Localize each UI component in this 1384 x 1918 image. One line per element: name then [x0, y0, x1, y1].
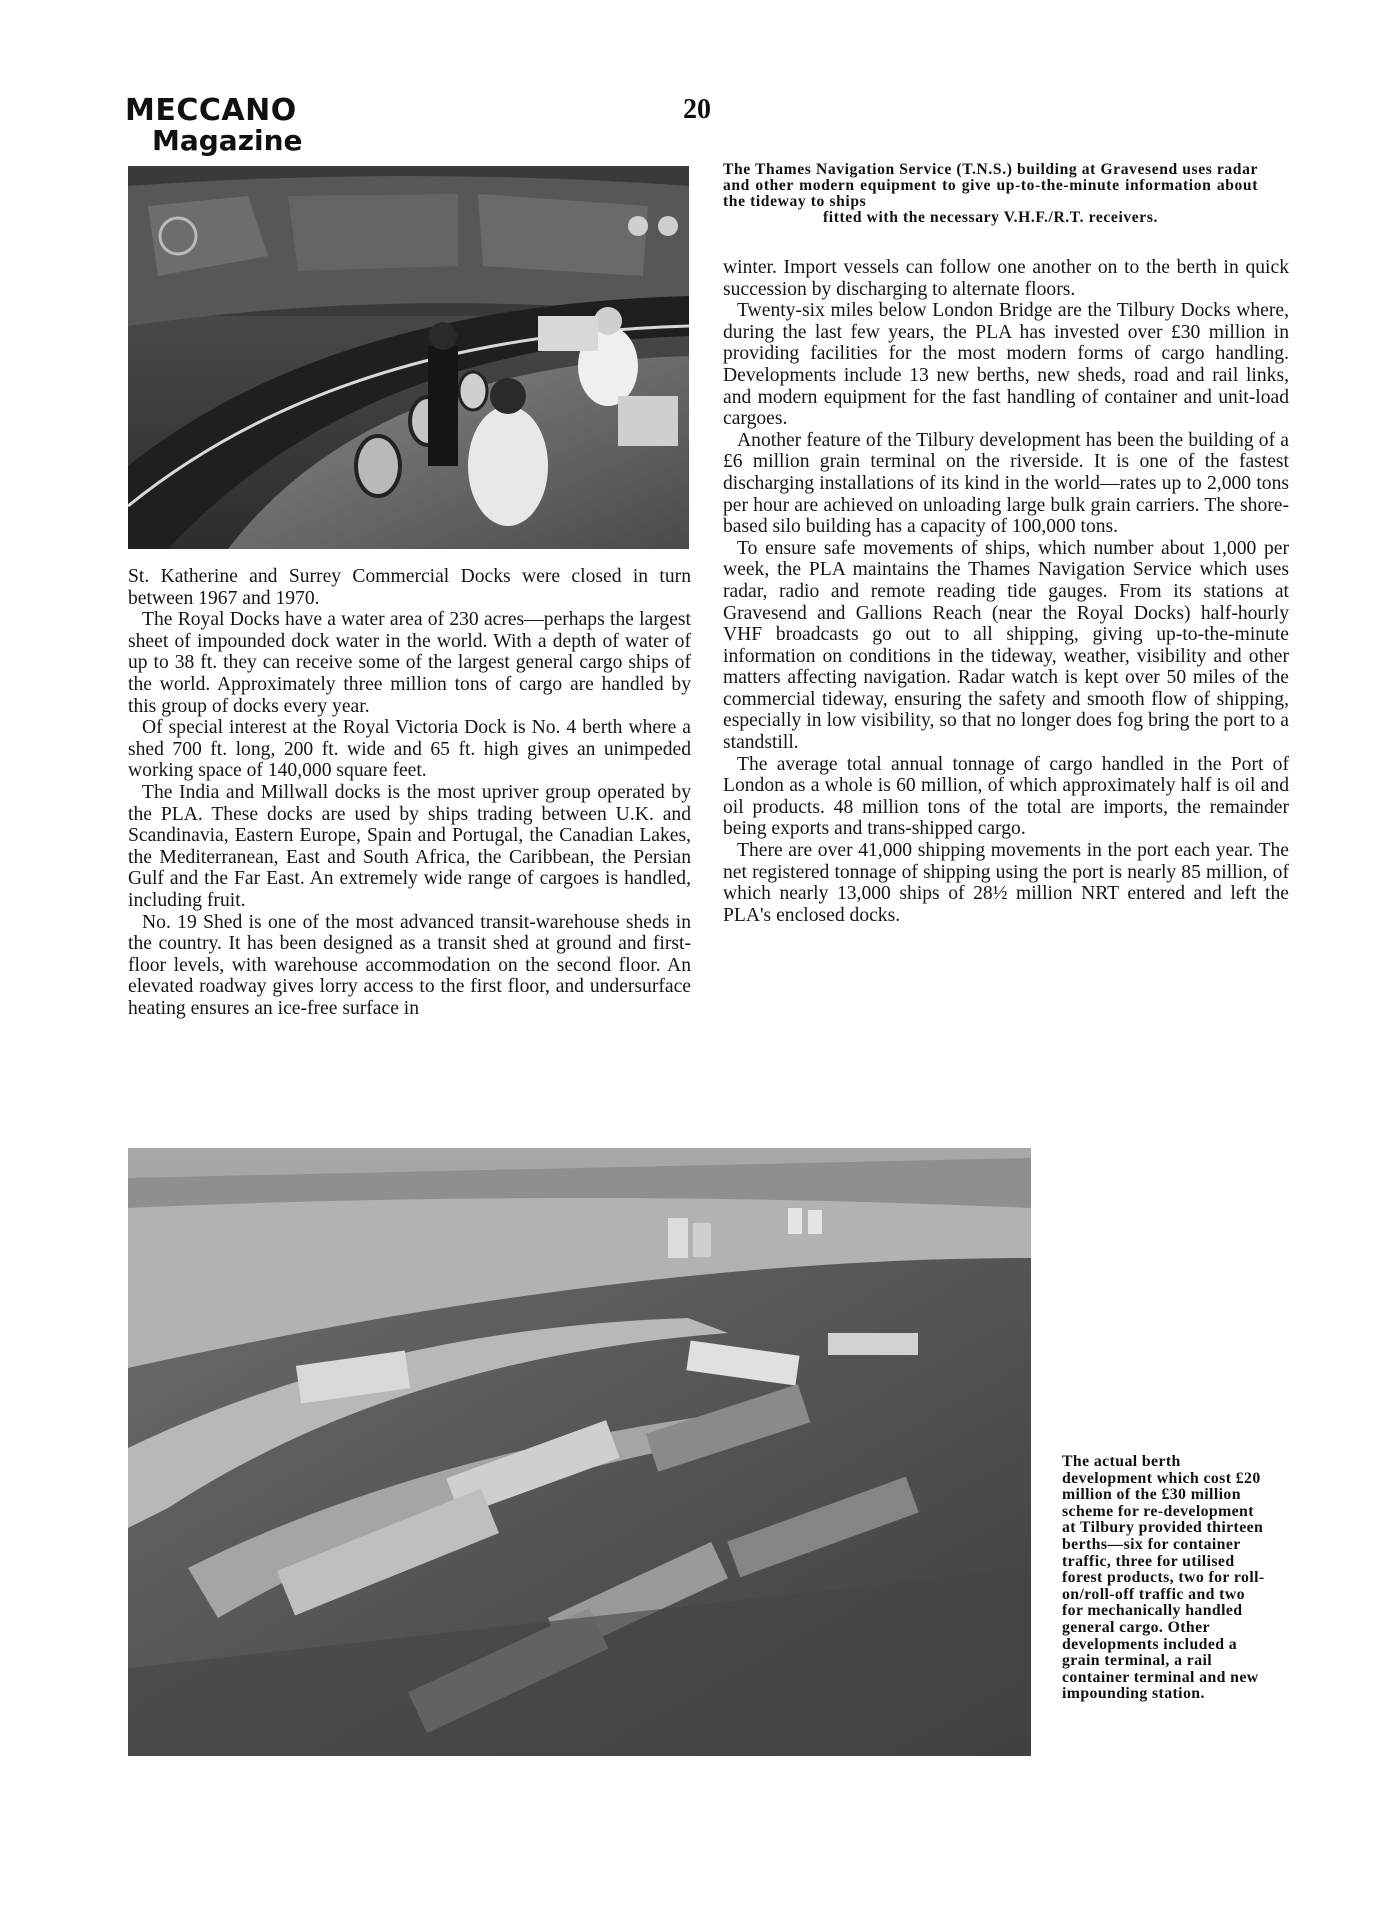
right-column: [723, 257, 1289, 926]
aerial-docks-photo: [128, 1148, 1031, 1756]
paragraph: Of special interest at the Royal Victoria Dock is No. 4 berth where a shed 700 ft. long, 200 ft. wide and 65 ft. high gives an unimpeded working space of 140,000 square feet.: [128, 717, 691, 782]
paragraph: Twenty-six miles below London Bridge are the Tilbury Docks where, during the last few years, the PLA has invested over £30 million in providing facilities for the most modern forms of cargo handling. Developments include 13 new berths, new sheds, road and rail links, and modern equipment for the fast handling of container and unit-load cargoes.: [723, 300, 1289, 430]
control-room-photo: [128, 166, 689, 549]
page-number: 20: [683, 94, 711, 125]
masthead-subtitle: Magazine: [152, 123, 303, 157]
paragraph: St. Katherine and Surrey Commercial Docks were closed in turn between 1967 and 1970.: [128, 566, 691, 609]
paragraph: The India and Millwall docks is the most upriver group operated by the PLA. These docks are used by ships trading between U.K. and Scandinavia, Eastern Europe, Spain and Portugal, the Canadian Lakes, the Mediterranean, East and South Africa, the Caribbean, the Persian Gulf and the Far East. An extremely wide range of cargoes is handled, including fruit.: [128, 781, 691, 911]
paragraph: The Royal Docks have a water area of 230 acres—perhaps the largest sheet of impounded dock water in the world. With a depth of water of up to 38 ft. they can receive some of the largest general cargo ships of the world. Approximately three million tons of cargo are handled by this group of docks every year.: [128, 609, 691, 717]
paragraph: There are over 41,000 shipping movements in the port each year. The net registered tonnage of shipping using the port is nearly 85 million, of which nearly 13,000 ships of 28½ million NRT entered and left the PLA's enclosed docks.: [723, 840, 1289, 926]
paragraph: Another feature of the Tilbury development has been the building of a £6 million grain terminal on the riverside. It is one of the fastest discharging installations of its kind in the world—rates up to 2,000 tons per hour are achieved on unloading large bulk grain carriers. The shore-based silo building has a capacity of 100,000 tons.: [723, 429, 1289, 538]
left-column: [128, 566, 691, 1019]
paragraph: The average total annual tonnage of cargo handled in the Port of London as a whole is 60 million, of which approximately half is oil and oil products. 48 million tons of the total are imports, the remainder being exports and trans-shipped cargo.: [723, 753, 1289, 840]
aerial-docks-caption: The actual berth development which cost £20 million of the £30 million scheme for re-development at Tilbury provided thirteen berths—six for container traffic, three for utilised forest products, two for roll-on/roll-off traffic and two for mechanically handled general cargo. Other developments included a grain terminal, a rail container terminal and new impounding station.: [1062, 1453, 1265, 1703]
paragraph: winter. Import vessels can follow one another on to the berth in quick succession by discharging to alternate floors.: [723, 257, 1289, 300]
paragraph: No. 19 Shed is one of the most advanced transit-warehouse sheds in the country. It has been designed as a transit shed at ground and first-floor levels, with warehouse accommodation on the second floor. An elevated roadway gives lorry access to the first floor, and undersurface heating ensures an ice-free surface in: [128, 911, 691, 1019]
masthead-title: MECCANO: [125, 93, 297, 128]
caption-last-line: fitted with the necessary V.H.F./R.T. receivers.: [823, 209, 1158, 226]
caption-text: The Thames Navigation Service (T.N.S.) building at Gravesend uses radar and other modern equipment to give up-to-the-minute information about the tideway to ships: [723, 161, 1258, 210]
control-room-caption: [723, 162, 1258, 226]
paragraph: To ensure safe movements of ships, which number about 1,000 per week, the PLA maintains the Thames Navigation Service which uses radar, radio and remote reading tide gauges. From its stations at Gravesend and Gallions Reach (near the Royal Docks) half-hourly VHF broadcasts go out to all shipping, giving up-to-the-minute information on conditions in the tideway, weather, visibility and other matters affecting navigation. Radar watch is kept over 50 miles of the commercial tideway, ensuring the safety and smooth flow of shipping, especially in low visibility, so that no longer does fog bring the port to a standstill.: [723, 537, 1289, 754]
masthead: [125, 93, 303, 157]
